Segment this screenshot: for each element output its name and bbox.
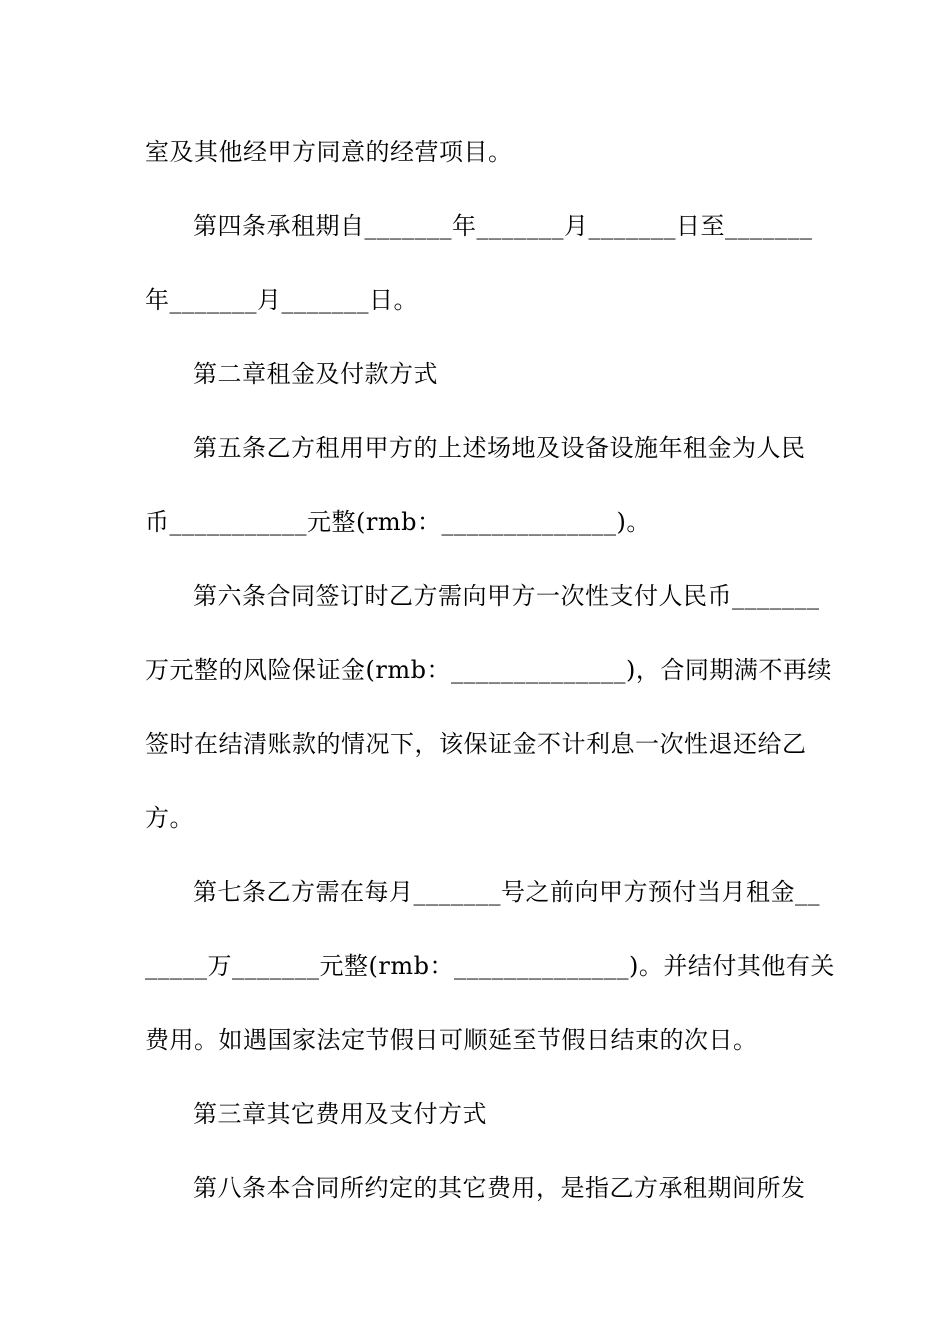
article-6-line-3: 签时在结清账款的情况下，该保证金不计利息一次性退还给乙 <box>145 730 807 758</box>
article-5-line-2: 币___________元整(rmb：______________)。 <box>145 508 651 536</box>
article-5-line-1: 第五条乙方租用甲方的上述场地及设备设施年租金为人民 <box>193 434 806 462</box>
article-6-line-4: 方。 <box>145 804 194 832</box>
article-7-line-2: _____万_______元整(rmb：______________)。并结付其他有关 <box>145 952 835 980</box>
article-6-line-2: 万元整的风险保证金(rmb：______________)，合同期满不再续 <box>145 656 832 684</box>
article-7-line-1: 第七条乙方需在每月_______号之前向甲方预付当月租金__ <box>193 878 820 906</box>
article-4-line-2: 年_______月_______日。 <box>145 286 418 314</box>
chapter-2-heading: 第二章租金及付款方式 <box>193 360 438 388</box>
article-6-line-1: 第六条合同签订时乙方需向甲方一次性支付人民币_______ <box>193 582 820 610</box>
text-line-1: 室及其他经甲方同意的经营项目。 <box>145 138 513 166</box>
article-7-line-3: 费用。如遇国家法定节假日可顺延至节假日结束的次日。 <box>145 1026 758 1054</box>
article-8-line-1: 第八条本合同所约定的其它费用，是指乙方承租期间所发 <box>193 1174 806 1202</box>
article-4-line-1: 第四条承租期自_______年_______月_______日至_______ <box>193 212 813 240</box>
chapter-3-heading: 第三章其它费用及支付方式 <box>193 1100 487 1128</box>
